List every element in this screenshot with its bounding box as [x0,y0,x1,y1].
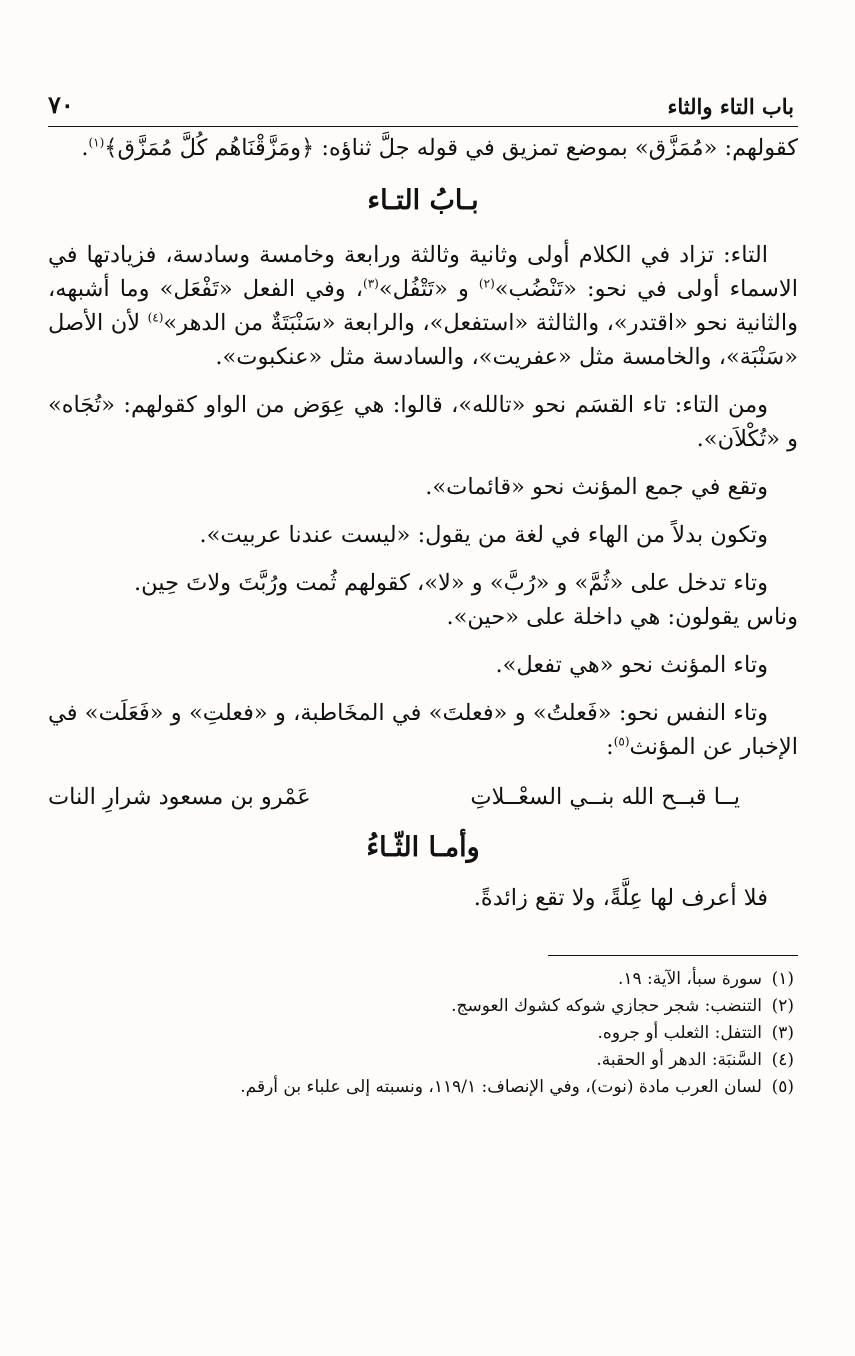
page-number: ٧٠ [48,90,74,119]
footnote-item: (٢)التنضب: شجر حجازي شوكه كشوك العوسج. [451,996,794,1016]
heading-tha: وأمـا الثّـاءُ [366,832,480,863]
chapter-title: باب التاء والثاء [667,94,794,119]
paragraph-hin: وناس يقولون: هي داخلة على «حين». [446,604,798,630]
footnote-ref-3: (٣) [363,276,379,291]
running-header [48,90,798,127]
footnote-ref-1: (١) [88,135,105,150]
footnote-item: (٥)لسان العرب مادة (نوت)، وفي الإنصاف: ١١٩/١، ونسبته إلى علباء بن أرقم. [240,1077,794,1097]
paragraph-ta-positions: التاء: تزاد في الكلام أولى وثانية وثالثة ورابعة وخامسة وسادسة، فزيادتها في الاسماء أولى في نحو: «تَنْضُب»$^{(٢)}$ و «تَتْفُل»$^{(٣)}$، وفي الفعل «تَفْعَل» وما أشبهه، والثانية نحو «اقتدر»، والثالثة «استفعل»، والرابعة «سَنْبَتَةٌ من الدهر»$^{(٤)}$ لأن الأصل «سَنْبَة»، والخامسة مثل «عفريت»، والسادسة مثل «عنكبوت». [48,242,798,370]
verse-second-hemistich: عَمْرو بن مسعود شرارِ النات [48,784,311,810]
paragraph-self-ta: وتاء النفس نحو: «فَعلتُ» و «فعلتَ» في المخَاطبة، و «فعلتِ» و «فَعَلَت» في الإخبار عن المؤنث$^{(٥)}$: [48,700,798,760]
book-page [48,90,798,1101]
poetry-verse [48,780,798,814]
footnotes [48,966,798,1101]
heading-ta: بـابُ التـاء [367,185,479,216]
paragraph-plural-ta: وتقع في جمع المؤنث نحو «قائمات». [425,474,768,500]
footnote-ref-4: (٤) [147,310,164,325]
footnote-item: (١)سورة سبأ، الآية: ١٩. [617,969,794,989]
intro-paragraph: كقولهم: «مُمَزَّق» بموضع تمزيق في قوله جلَّ ثناؤه: ﴿ومَزَّقْنَاهُم كُلَّ مُمَزَّق﴾$^{(١)}$. [81,135,798,161]
paragraph-oath-ta: ومن التاء: تاء القسَم نحو «تالله»، قالوا: هي عِوَض من الواو كقولهم: «تُجَاه» و «تُكْلاَن». [48,392,798,452]
footnote-item: (٤)السَّنبَة: الدهر أو الحقبة. [596,1050,794,1070]
paragraph-thumma-rubba: وتاء تدخل على «ثُمَّ» و «رُبَّ» و «لا»، كقولهم ثُمت ورُبَّتَ ولاتَ حِين. [134,570,768,596]
paragraph-tha: فلا أعرف لها عِلَّةً، ولا تقع زائدةً. [473,885,768,911]
footnote-rule [548,955,798,956]
footnote-item: (٣)التتفل: الثعلب أو جروه. [597,1023,794,1043]
footnote-ref-2: (٢) [478,276,495,291]
paragraph-feminine-ta: وتاء المؤنث نحو «هي تفعل». [495,652,768,678]
verse-first-hemistich: يــا قبــح الله بنــي السعْــلاتِ [470,784,740,810]
footnote-ref-5: (٥) [613,734,630,749]
paragraph-ha-substitute: وتكون بدلاً من الهاء في لغة من يقول: «ليست عندنا عربيت». [199,522,768,548]
